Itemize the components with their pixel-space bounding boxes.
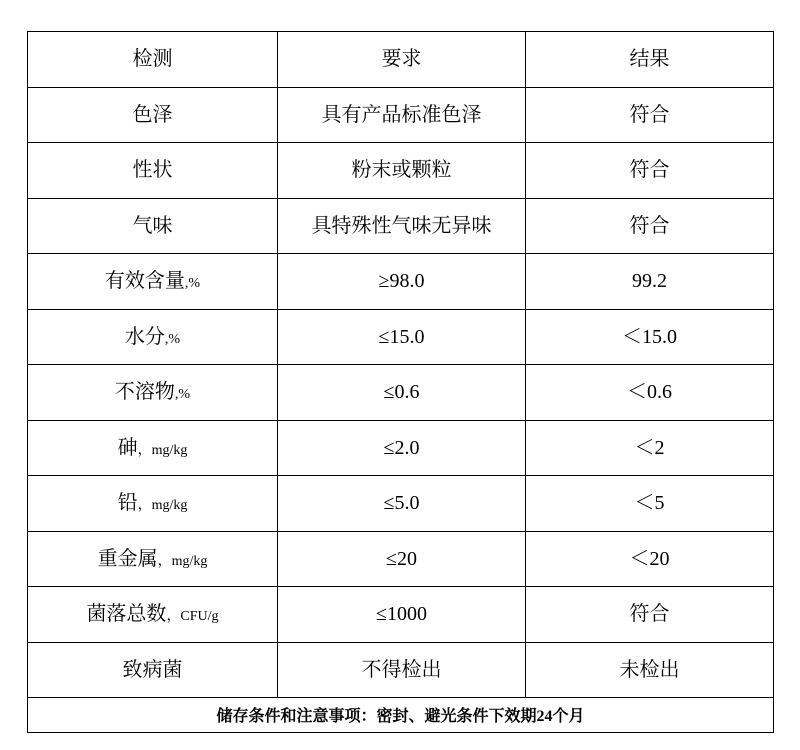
item-label: 致病菌: [122, 658, 183, 681]
result-value: 符合: [629, 214, 670, 237]
table-row: [28, 87, 774, 143]
cell-requirement: [278, 87, 526, 143]
table-row: [28, 476, 774, 532]
table-row: [28, 531, 774, 587]
cell-requirement: [278, 531, 526, 587]
cell-requirement: [278, 198, 526, 254]
table-row: [28, 143, 774, 199]
item-label: 气味: [132, 214, 173, 237]
item-unit: ，CFU/g: [166, 609, 219, 625]
item-label: 水分: [124, 325, 165, 348]
table-row: [28, 365, 774, 421]
requirement-value: 具特殊性气味无异味: [311, 214, 492, 237]
cell-item: [28, 198, 278, 254]
result-value: 未检出: [619, 658, 680, 681]
item-unit: ，mg/kg: [157, 553, 208, 569]
cell-requirement: [278, 309, 526, 365]
cell-item: [28, 365, 278, 421]
item-label: 重金属: [97, 547, 158, 570]
table-row: [28, 254, 774, 310]
cell-item: [28, 87, 278, 143]
cell-result: [526, 254, 774, 310]
item-unit: ,%: [184, 276, 201, 292]
cell-result: [526, 87, 774, 143]
cell-item: [28, 531, 278, 587]
cell-result: [526, 642, 774, 698]
item-unit: ,%: [174, 387, 191, 403]
table-footer-row: [28, 698, 774, 733]
item-label: 砷: [117, 436, 138, 459]
cell-item: [28, 420, 278, 476]
item-label: 不溶物: [114, 381, 175, 404]
requirement-value: ≤0.6: [383, 381, 420, 404]
cell-result: [526, 365, 774, 421]
item-unit: ，mg/kg: [137, 498, 188, 514]
cell-requirement: [278, 365, 526, 421]
cell-requirement: [278, 642, 526, 698]
requirement-value: 粉末或颗粒: [351, 159, 452, 182]
item-unit: ，mg/kg: [137, 442, 188, 458]
cell-result: [526, 309, 774, 365]
cell-requirement: [278, 143, 526, 199]
storage-note: 储存条件和注意事项：密封、避光条件下效期24个月: [216, 708, 585, 725]
cell-requirement: [278, 420, 526, 476]
requirement-value: ≤1000: [376, 603, 427, 626]
cell-result: [526, 476, 774, 532]
cell-result: [526, 587, 774, 643]
requirement-value: ≤20: [386, 547, 417, 570]
requirement-value: ≤2.0: [383, 436, 420, 459]
item-label: 菌落总数: [86, 603, 167, 626]
item-label: 铅: [117, 492, 138, 515]
cell-result: [526, 198, 774, 254]
header-cell-requirement: [278, 32, 526, 88]
cell-result: [526, 531, 774, 587]
requirement-value: ≥98.0: [378, 270, 425, 293]
table-row: [28, 587, 774, 643]
table-row: [28, 309, 774, 365]
item-label: 性状: [132, 159, 173, 182]
item-label: 有效含量: [104, 270, 185, 293]
item-unit: ,%: [164, 331, 181, 347]
cell-requirement: [278, 476, 526, 532]
result-value: 99.2: [632, 270, 667, 293]
requirement-value: 具有产品标准色泽: [321, 103, 482, 126]
table-row: [28, 642, 774, 698]
cell-item: [28, 254, 278, 310]
cell-item: [28, 642, 278, 698]
result-value: ＜2: [634, 436, 665, 459]
header-requirement-label: 要求: [381, 48, 422, 71]
result-value: ＜0.6: [627, 381, 672, 404]
spec-table-body: [28, 32, 774, 733]
storage-note-cell: [28, 698, 774, 733]
requirement-value: ≤5.0: [383, 492, 420, 515]
cell-result: [526, 143, 774, 199]
spec-table-wrapper: [27, 31, 773, 733]
item-label: 色泽: [132, 103, 173, 126]
cell-item: [28, 587, 278, 643]
result-value: 符合: [629, 159, 670, 182]
cell-requirement: [278, 587, 526, 643]
table-header-row: [28, 32, 774, 88]
result-value: 符合: [629, 603, 670, 626]
header-result-label: 结果: [629, 48, 670, 71]
result-value: ＜20: [629, 547, 670, 570]
requirement-value: ≤15.0: [378, 325, 425, 348]
cell-item: [28, 143, 278, 199]
result-value: ＜5: [634, 492, 665, 515]
cell-result: [526, 420, 774, 476]
header-cell-result: [526, 32, 774, 88]
cell-item: [28, 476, 278, 532]
spec-table: [27, 31, 774, 733]
header-item-label: 检测: [132, 48, 173, 71]
cell-requirement: [278, 254, 526, 310]
table-row: [28, 198, 774, 254]
header-cell-item: [28, 32, 278, 88]
table-row: [28, 420, 774, 476]
requirement-value: 不得检出: [361, 658, 442, 681]
result-value: 符合: [629, 103, 670, 126]
result-value: ＜15.0: [622, 325, 677, 348]
cell-item: [28, 309, 278, 365]
